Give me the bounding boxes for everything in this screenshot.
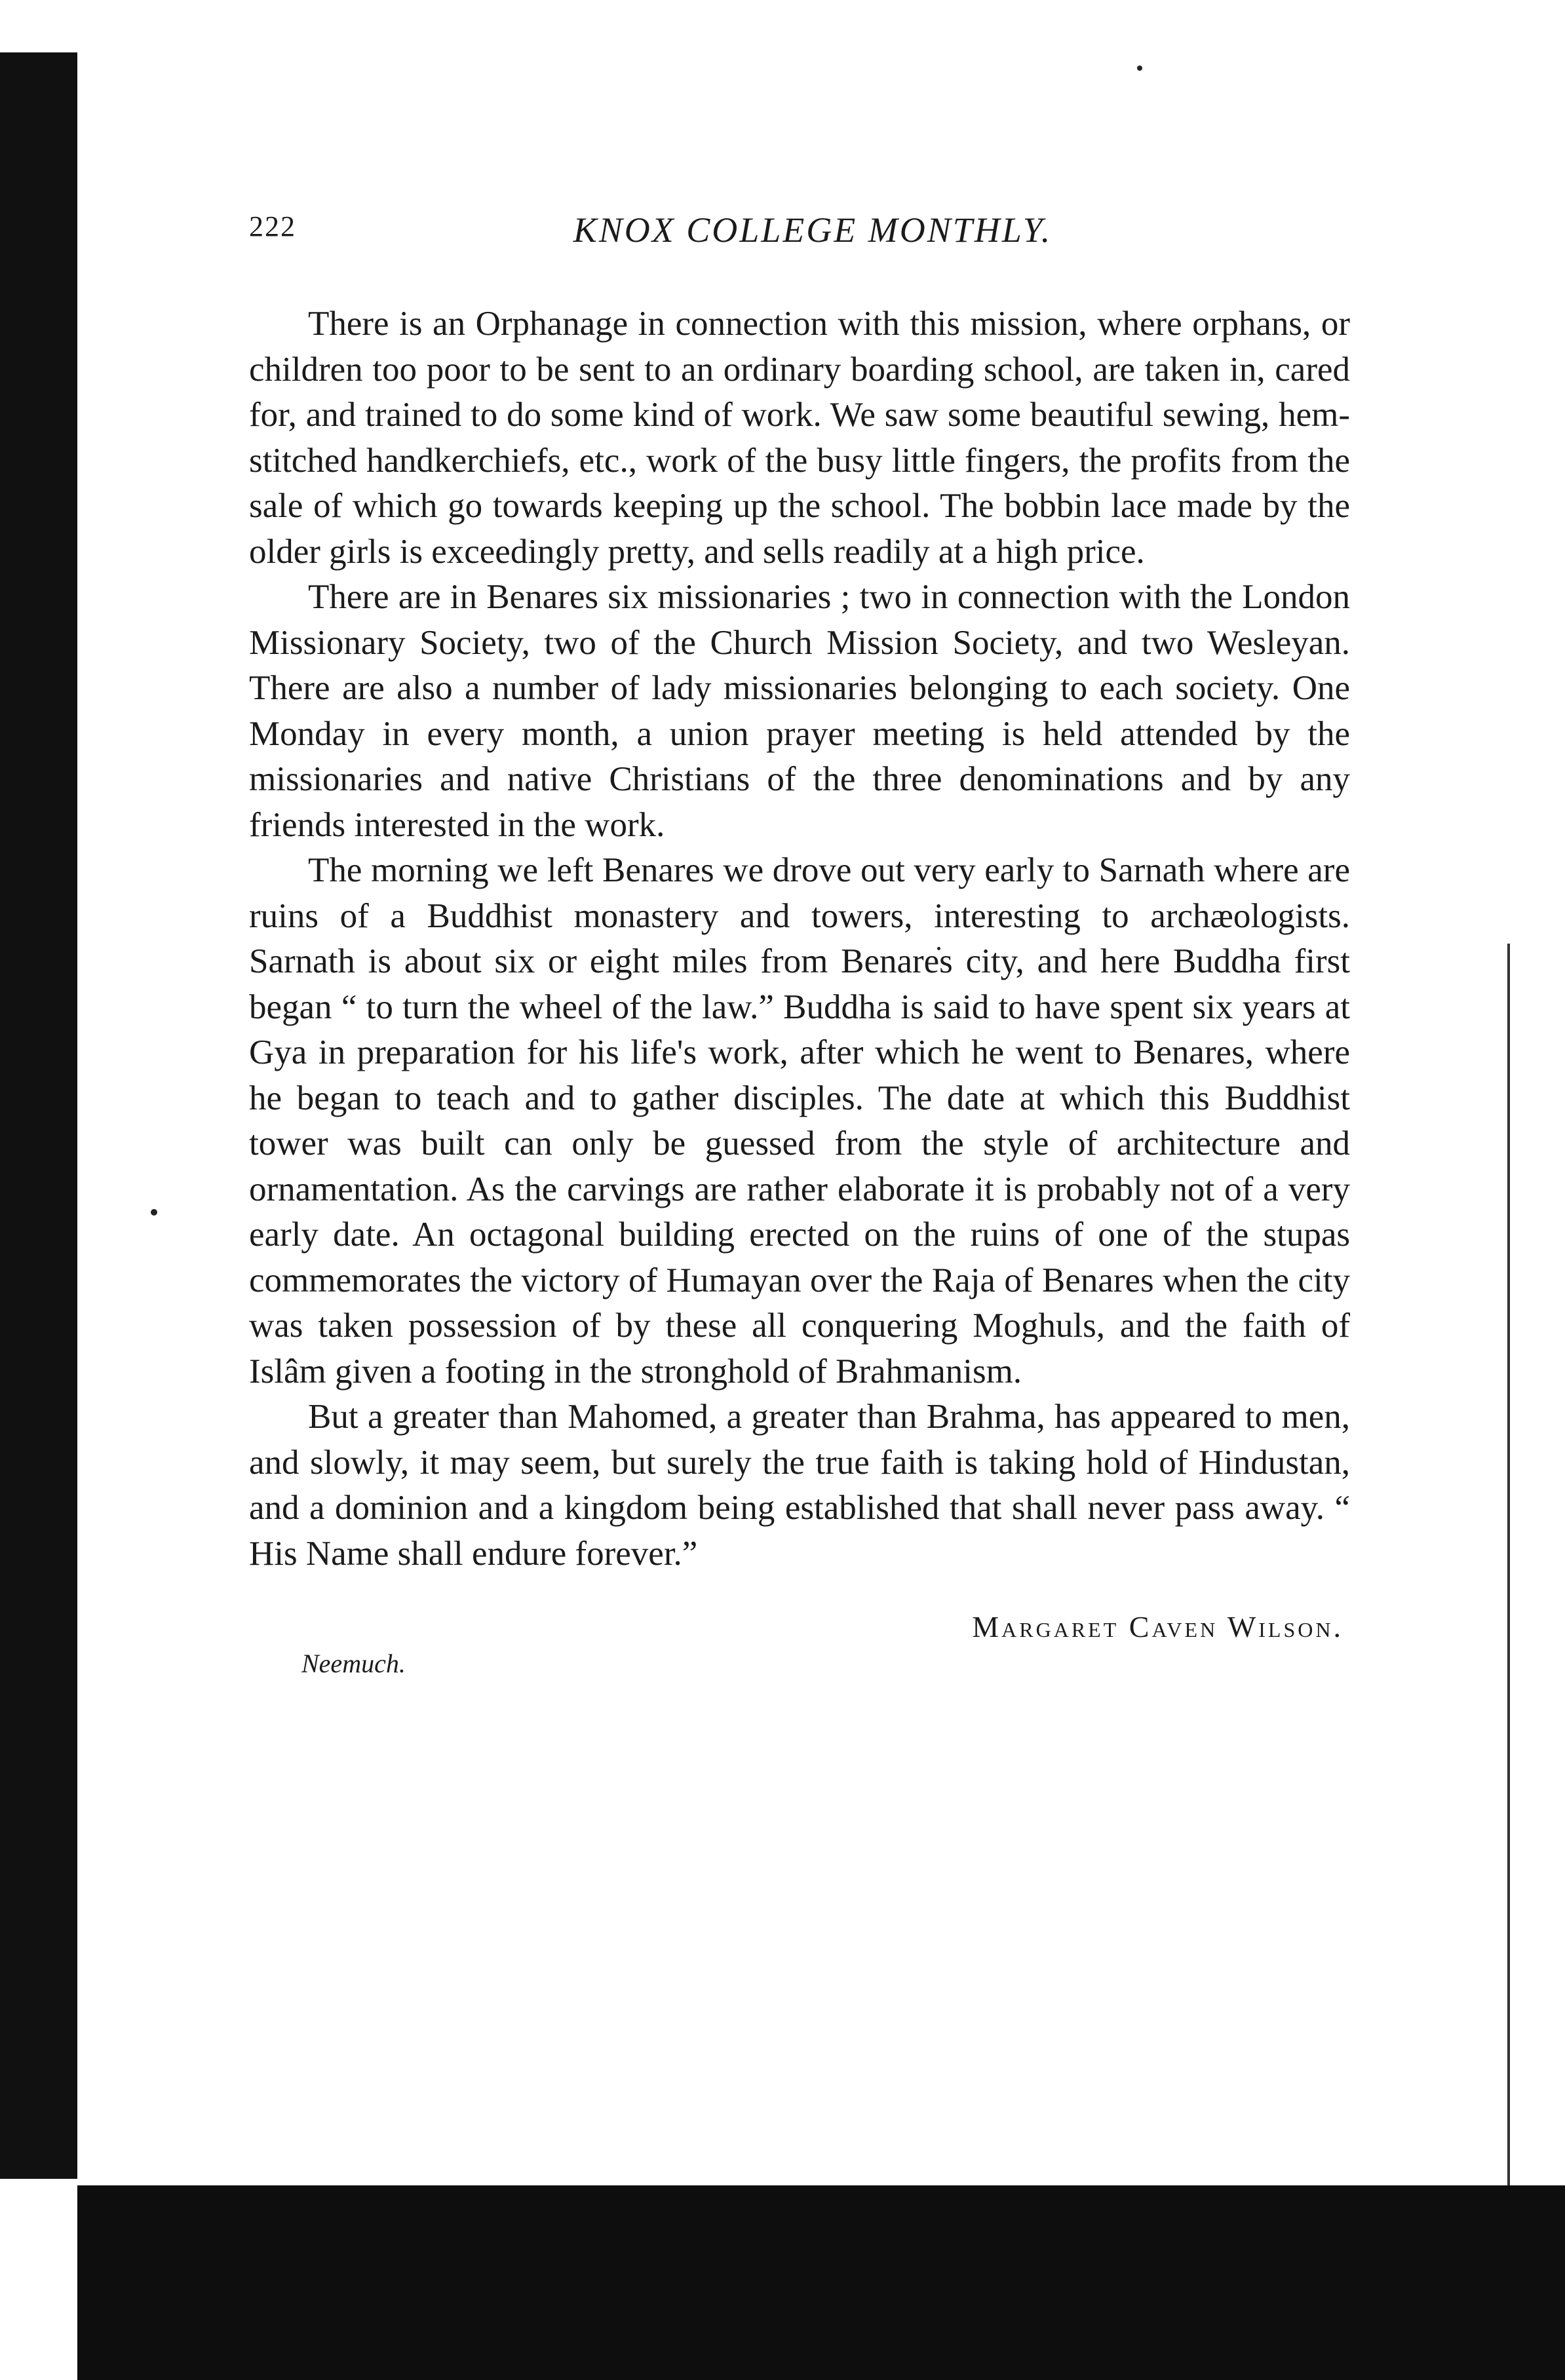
page-header <box>249 210 1350 256</box>
scan-speck <box>151 1209 157 1216</box>
place-line: Neemuch. <box>301 1649 406 1678</box>
scan-right-line <box>1507 944 1510 2185</box>
scan-left-edge <box>0 52 77 2380</box>
running-title: KNOX COLLEGE MONTHLY. <box>573 210 1053 250</box>
paragraph-missionaries: There are in Benares six missionaries ; two in connection with the London Missionary Society, two of the Church Mission Society, and two Wesleyan. There are also a number of lady missionaries belonging to each society. One Monday in every month, a union prayer meeting is held attended by the missionaries and native Christians of the three denominations and by any friends interested in the work. <box>249 578 1350 844</box>
article-body <box>249 301 1350 1577</box>
author-signature: Margaret Caven Wilson. <box>972 1610 1343 1643</box>
paragraph-conclusion: But a greater than Mahomed, a greater than Brahma, has appeared to men, and slowly, it may seem, but surely the true faith is taking hold of Hindustan, and a dominion and a kingdom being established that shall never pass away. “ His Name shall endure forever.” <box>249 1398 1350 1573</box>
paragraph-sarnath: The morning we left Benares we drove out very early to Sarnath where are ruins of a Buddhist monastery and towers, interesting to archæologists. Sarnath is about six or eight miles from Benares city, and here Buddha first began “ to turn the wheel of the law.” Buddha is said to have spent six years at Gya in preparation for his life's work, after which he went to Benares, where he began to teach and to gather disciples. The date at which this Buddhist tower was built can only be guessed from the style of architecture and ornamentation. As the carvings are rather elaborate it is probably not of a very early date. An octagonal building erected on the ruins of one of the stupas commemorates the victory of Humayan over the Raja of Benares when the city was taken possession of by these all conquering Moghuls, and the faith of Islâm given a footing in the stronghold of Brahmanism. <box>249 851 1350 1391</box>
scan-bottom-edge <box>77 2185 1565 2380</box>
page-number: 222 <box>249 210 296 242</box>
paragraph-orphanage: There is an Orphanage in connection with this mission, where orphans, or children too poor to be sent to an ordinary boarding school, are taken in, cared for, and trained to do some kind of work. We saw some beautiful sewing, hem-stitched handkerchiefs, etc., work of the busy little fingers, the profits from the sale of which go towards keeping up the school. The bobbin lace made by the older girls is exceedingly pretty, and sells readily at a high price. <box>249 305 1350 571</box>
document-page <box>249 210 1350 1679</box>
scan-speck <box>1137 66 1142 71</box>
